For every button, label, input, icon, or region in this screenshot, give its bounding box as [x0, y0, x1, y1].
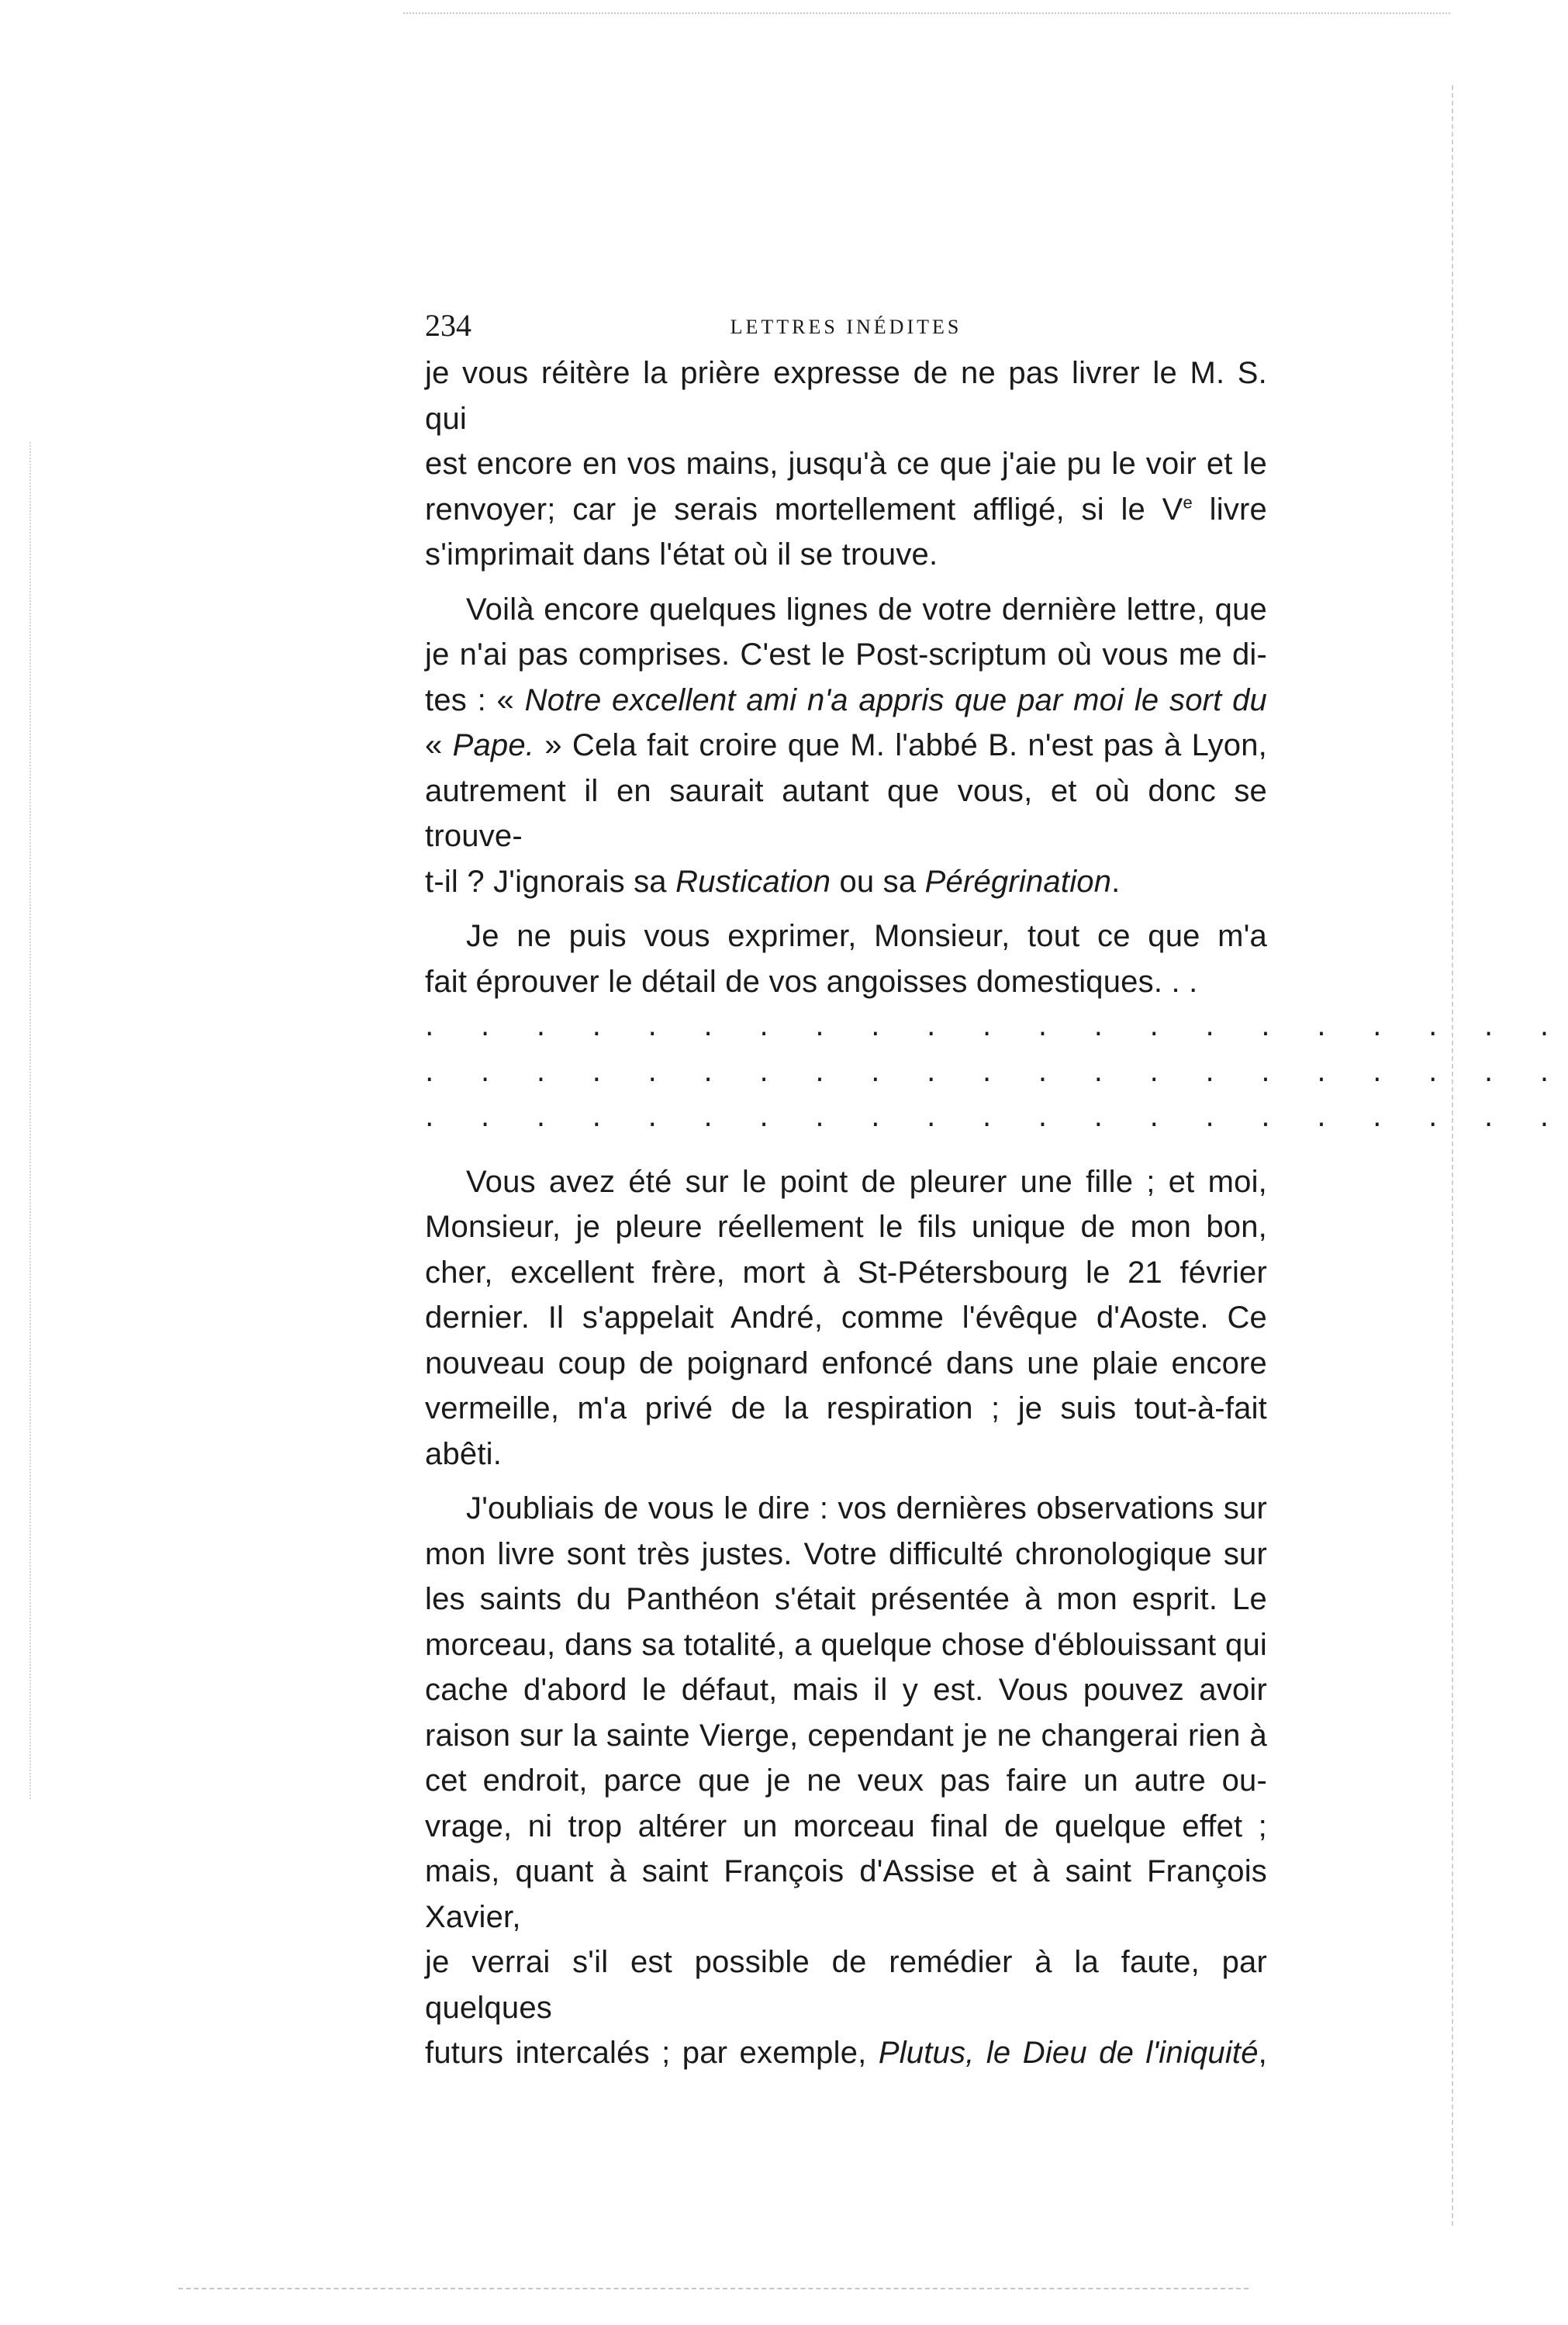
italic-run: Rustication	[675, 864, 831, 899]
text-run: renvoyer; car je serais mortellement affligé, si le V	[425, 492, 1183, 527]
text-run: «	[425, 728, 453, 762]
text-line	[425, 678, 1267, 724]
text-line: nouveau coup de poignard enfoncé dans une plaie encore	[425, 1346, 1267, 1380]
text-line: Voilà encore quelques lignes de votre dernière lettre, que	[466, 592, 1267, 627]
text-line: cet endroit, parce que je ne veux pas faire un autre ou-	[425, 1764, 1267, 1798]
text-run: livre	[1192, 492, 1267, 527]
paragraph-4	[425, 1159, 1267, 1477]
text-line: je vous réitère la prière expresse de ne pas livrer le M. S. qui	[425, 356, 1267, 436]
paragraph-1	[425, 351, 1267, 578]
text-line: je verrai s'il est possible de remédier à la faute, par quelques	[425, 1945, 1267, 2025]
text-line: les saints du Panthéon s'était présentée à mon esprit. Le	[425, 1582, 1267, 1616]
ellipsis-row: . . . . . . . . . . . . . . . . . . . . .	[425, 1010, 1568, 1042]
text-run: futurs intercalés ; par exemple,	[425, 2036, 879, 2070]
text-line: J'oubliais de vous le dire : vos dernières observations sur	[466, 1491, 1267, 1525]
scan-edge-bottom	[178, 2288, 1249, 2291]
running-title: LETTRES INÉDITES	[730, 316, 962, 338]
text-run: t-il ? J'ignorais sa	[425, 864, 676, 899]
text-line: cher, excellent frère, mort à St-Pétersbourg le 21 février	[425, 1255, 1267, 1290]
text-run: » Cela fait croire que M. l'abbé B. n'est pas à Lyon,	[534, 728, 1267, 762]
italic-run: Plutus, le Dieu de l'iniquité	[878, 2036, 1259, 2070]
text-run: .	[1111, 864, 1121, 899]
text-run: ou sa	[831, 864, 925, 899]
paragraph-5	[425, 1486, 1267, 2076]
text-line: cache d'abord le défaut, mais il y est. Vous pouvez avoir	[425, 1673, 1267, 1707]
text-line: dernier. Il s'appelait André, comme l'évêque d'Aoste. Ce	[425, 1301, 1267, 1335]
text-run: ,	[1258, 2036, 1267, 2070]
paragraph-gap	[425, 578, 1267, 587]
text-line	[425, 859, 1267, 905]
scan-edge-top	[403, 12, 1450, 16]
text-line: Vous avez été sur le point de pleurer une fille ; et moi,	[466, 1164, 1267, 1199]
running-head	[425, 304, 1267, 349]
text-line: est encore en vos mains, jusqu'à ce que j'aie pu le voir et le	[425, 447, 1267, 481]
text-line	[425, 2030, 1267, 2076]
text-line: Monsieur, je pleure réellement le fils unique de mon bon,	[425, 1210, 1267, 1244]
text-line: morceau, dans sa totalité, a quelque chose d'éblouissant qui	[425, 1627, 1267, 1662]
scan-edge-right	[1452, 85, 1455, 2226]
text-line: abêti.	[425, 1436, 503, 1471]
paragraph-gap	[425, 904, 1267, 914]
text-line: fait éprouver le détail de vos angoisses domestiques. . .	[425, 964, 1198, 999]
paragraph-3	[425, 914, 1267, 1004]
ellipsis-row: . . . . . . . . . . . . . . . . . . . . .	[425, 1101, 1568, 1133]
paragraph-gap	[425, 1477, 1267, 1486]
ellipsis-row: . . . . . . . . . . . . . . . . . . . . .	[425, 1055, 1568, 1088]
text-line: vermeille, m'a privé de la respiration ; je suis tout-à-fait	[425, 1391, 1267, 1425]
italic-run: Pérégrination	[924, 864, 1112, 899]
page-number: 234	[425, 308, 471, 343]
text-line: mais, quant à saint François d'Assise et à saint François Xavier,	[425, 1854, 1267, 1934]
text-line: Je ne puis vous exprimer, Monsieur, tout ce que m'a	[466, 919, 1267, 953]
section-gap	[425, 1141, 1267, 1159]
text-line	[425, 487, 1267, 533]
body-text	[425, 351, 1568, 2076]
text-line: je n'ai pas comprises. C'est le Post-scriptum où vous me di-	[425, 637, 1267, 672]
italic-run: Pape.	[452, 728, 535, 762]
text-line	[425, 723, 1267, 769]
superscript: e	[1183, 492, 1193, 513]
ellipsis-block	[425, 1004, 1568, 1141]
text-line: raison sur la sainte Vierge, cependant je ne changerai rien à	[425, 1718, 1267, 1753]
book-page	[425, 304, 1568, 2076]
text-line: autrement il en saurait autant que vous, et où donc se trouve-	[425, 773, 1267, 853]
scan-edge-left	[29, 442, 33, 1799]
text-line: mon livre sont très justes. Votre difficulté chronologique sur	[425, 1536, 1267, 1571]
text-line: s'imprimait dans l'état où il se trouve.	[425, 537, 938, 572]
text-line: vrage, ni trop altérer un morceau final de quelque effet ;	[425, 1809, 1267, 1843]
italic-run: Notre excellent ami n'a appris que par moi le sort du	[524, 682, 1267, 717]
paragraph-2	[425, 587, 1267, 905]
text-run: tes : «	[425, 682, 525, 717]
